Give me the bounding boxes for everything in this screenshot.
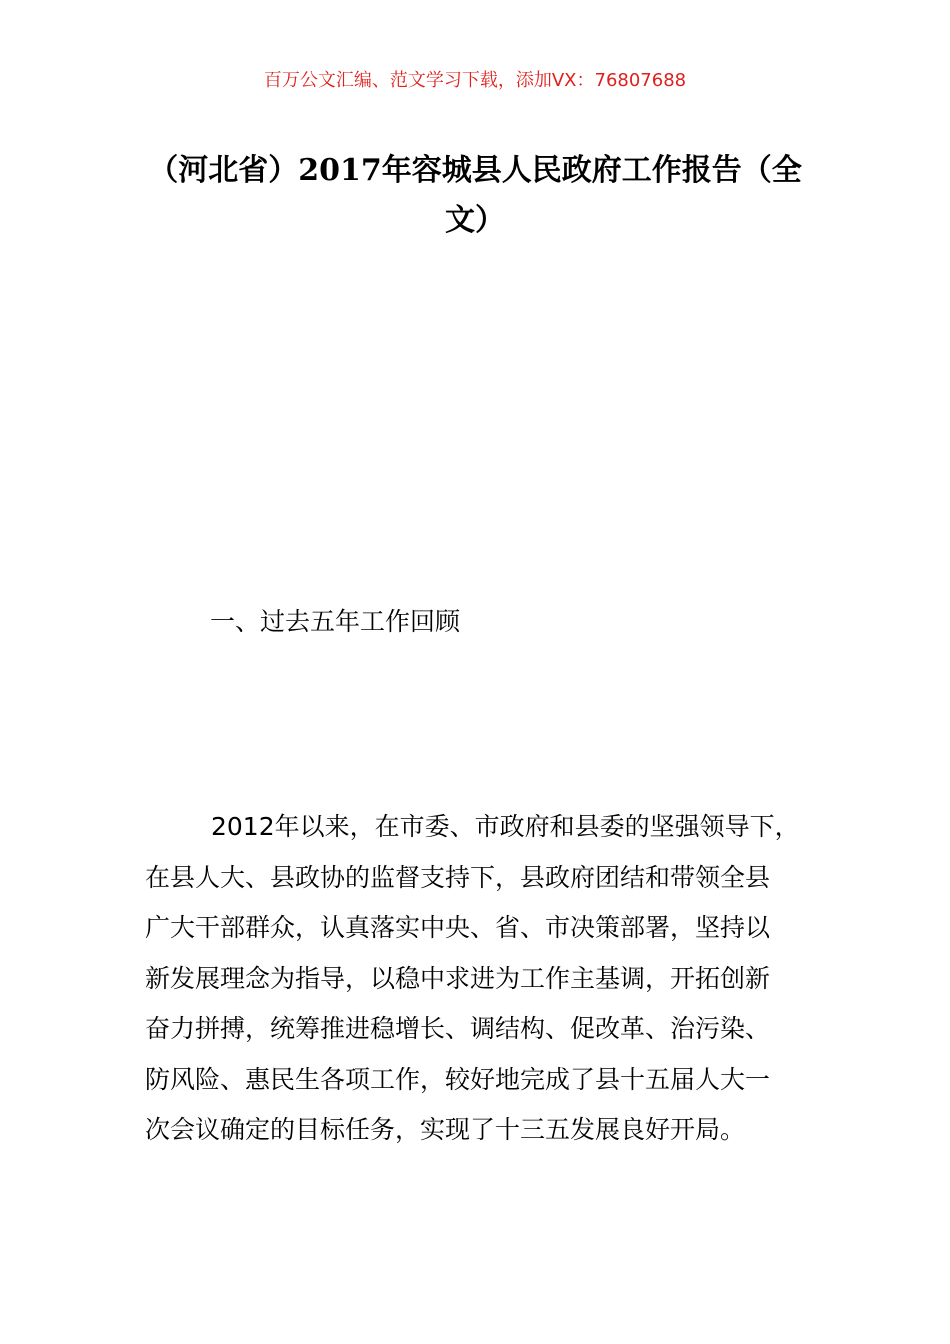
paragraph-line: 广大干部群众，认真落实中央、省、市决策部署，坚持以 xyxy=(145,913,771,942)
watermark-banner: 百万公文汇编、范文学习下载，添加VX：76807688 xyxy=(263,70,687,91)
body-paragraph xyxy=(145,802,830,1156)
paragraph-line: 新发展理念为指导，以稳中求进为工作主基调，开拓创新 xyxy=(145,963,771,993)
page-title: （河北省）2017年容城县人民政府工作报告（全文） xyxy=(148,153,802,238)
paragraph-line: 次会议确定的目标任务，实现了十三五发展良好开局。 xyxy=(145,1115,746,1144)
paragraph-line: 奋力拼搏，统筹推进稳增长、调结构、促改革、治污染、 xyxy=(145,1014,771,1043)
paragraph-line: 在县人大、县政协的监督支持下，县政府团结和带领全县 xyxy=(145,862,771,892)
paragraph-line: 防风险、惠民生各项工作，较好地完成了县十五届人大一 xyxy=(145,1064,771,1094)
section-heading: 一、过去五年工作回顾 xyxy=(210,607,461,636)
paragraph-line: 2012年以来，在市委、市政府和县委的坚强领导下， xyxy=(211,812,800,841)
